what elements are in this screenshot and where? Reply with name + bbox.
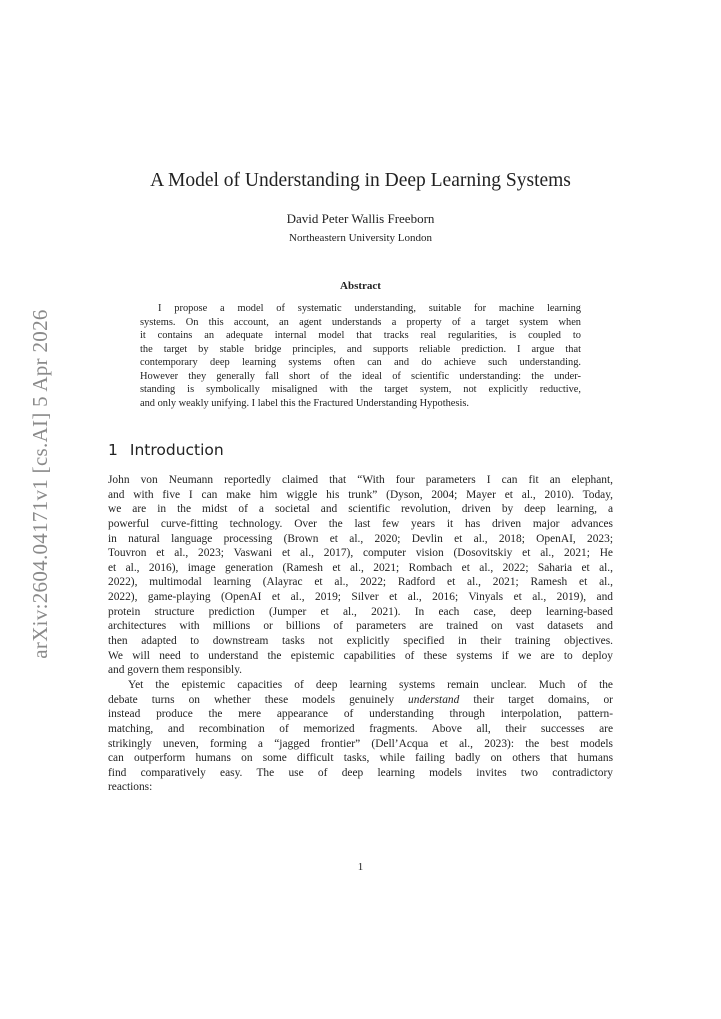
- paragraph-line: in natural language processing (Brown et al., 2020; Devlin et al., 2018; OpenAI, 2023;: [108, 532, 613, 545]
- paragraph-line: et al., 2016), image generation (Ramesh et al., 2021; Rombach et al., 2022; Saharia et al.,: [108, 561, 613, 574]
- abstract-line: it contains an adequate internal model that tracks real regularities, is coupled to: [140, 330, 581, 341]
- abstract-line: contemporary deep learning systems often can and do achieve such understanding.: [140, 357, 581, 368]
- paper-title: A Model of Understanding in Deep Learning Systems: [150, 170, 571, 191]
- text-run: their target domains, or: [459, 693, 613, 706]
- abstract-line: I propose a model of systematic understanding, suitable for machine learning: [158, 303, 581, 314]
- abstract-line: However they generally fall short of the ideal of scientific understanding: the under-: [140, 370, 581, 382]
- paragraph-line: powerful curve-fitting technology. Over the last few years it has driven major advances: [108, 517, 613, 530]
- text-run: debate turns on whether these models genuinely: [108, 693, 409, 706]
- section-number: 1: [108, 441, 118, 459]
- paragraph-line: architectures with millions or billions of parameters are trained on vast datasets and: [108, 620, 613, 633]
- paragraph-line: Touvron et al., 2023; Vaswani et al., 2017), computer vision (Dosovitskiy et al., 2021; He: [108, 547, 613, 560]
- abstract-line: and only weakly unifying. I label this the Fractured Understanding Hypothesis.: [140, 397, 469, 409]
- section-title: Introduction: [129, 441, 224, 459]
- section-heading: [108, 441, 224, 459]
- paragraph-line: We will need to understand the epistemic capabilities of these systems if we are to deploy: [108, 649, 613, 662]
- paragraph-line: then adapted to downstream tasks not explicitly specified in their training objectives.: [108, 635, 613, 648]
- paragraph-line: 2022), multimodal learning (Alayrac et al., 2022; Radford et al., 2021; Ramesh et al.,: [108, 576, 613, 589]
- paragraph-line: strikingly uneven, forming a “jagged frontier” (Dell’Acqua et al., 2023): the best models: [108, 737, 613, 750]
- abstract-heading: Abstract: [340, 280, 381, 292]
- abstract-body: [140, 302, 581, 410]
- paragraph-line: instead produce the mere appearance of understanding through interpolation, pattern-: [108, 708, 613, 721]
- paragraph-line: we are in the midst of a societal and scientific revolution, driven by deep learning, a: [108, 503, 613, 516]
- paragraph-line-with-emphasis: [108, 693, 613, 708]
- paragraph-line: can outperform humans on some difficult tasks, while failing badly on others that humans: [108, 752, 613, 765]
- paragraph-line: find comparatively easy. The use of deep learning models invites two contradictory: [108, 766, 613, 779]
- author-name: David Peter Wallis Freeborn: [286, 211, 435, 226]
- paragraph-line: John von Neumann reportedly claimed that “With four parameters I can fit an elephant,: [108, 474, 613, 486]
- paragraph-line: 2022), game-playing (OpenAI et al., 2019; Silver et al., 2016; Vinyals et al., 2019), and: [108, 591, 613, 604]
- paragraph-line: Yet the epistemic capacities of deep learning systems remain unclear. Much of the: [128, 678, 613, 691]
- paragraph-line: matching, and recombination of memorized fragments. Above all, their successes are: [108, 722, 613, 735]
- paragraph-line: and with five I can make him wiggle his trunk” (Dyson, 2004; Mayer et al., 2010). Today,: [108, 488, 613, 501]
- introduction-body: [108, 473, 613, 795]
- arxiv-identifier-stamp: arXiv:2604.04171v1 [cs.AI] 5 Apr 2026: [28, 309, 52, 659]
- paragraph-line: reactions:: [108, 781, 153, 794]
- paragraph-line: protein structure prediction (Jumper et al., 2021). In each case, deep learning-based: [108, 605, 613, 618]
- emphasized-word: understand: [408, 693, 460, 706]
- abstract-line: the target by stable bridge principles, and supports reliable prediction. I argue that: [140, 343, 581, 355]
- abstract-line: systems. On this account, an agent understands a property of a target system when: [140, 316, 581, 328]
- author-affiliation: Northeastern University London: [289, 232, 432, 244]
- paragraph-line: and govern them responsibly.: [108, 664, 243, 677]
- abstract-line: standing is symbolically misaligned with the target system, not explicitly reductive,: [140, 384, 581, 395]
- page-number: 1: [357, 861, 364, 873]
